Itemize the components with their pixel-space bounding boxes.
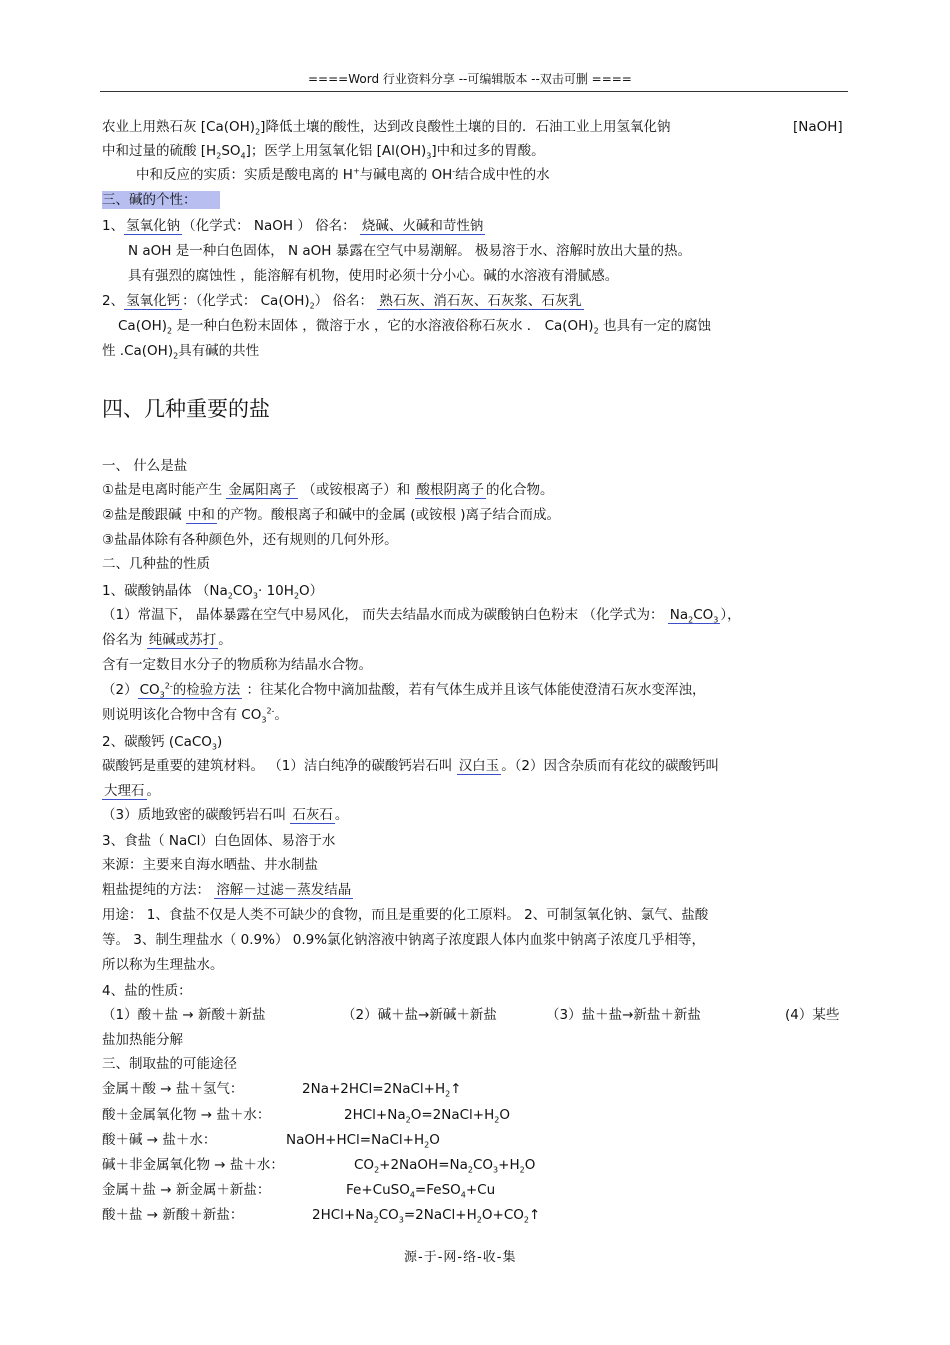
reaction-label: 金属＋酸 → 盐＋氢气： [102, 1081, 244, 1097]
text-line: ③盐晶体除有各种颜色外，还有规则的几何外形。 [102, 532, 398, 548]
text-line: （3）盐＋盐→新盐＋新盐 [546, 1007, 701, 1023]
text-line: 所以称为生理盐水。 [102, 957, 224, 973]
reaction-equation: Fe+CuSO$_4$=FeSO$_4$+Cu [346, 1182, 496, 1200]
text-line: ①盐是电离时能产生 金属阳离子 （或铵根离子）和 酸根阴离子 的化合物。 [102, 482, 554, 498]
text-line: 含有一定数目水分子的物质称为结晶水合物。 [102, 657, 372, 673]
text-line: 具有强烈的腐蚀性 ，能溶解有机物，使用时必须十分小心。碱的水溶液有滑腻感。 [128, 268, 619, 284]
text-line: 农业上用熟石灰 $[Ca(OH)_2]$降低土壤的酸性，达到改良酸性土壤的目的．石油工业上用氢氧化钠 [102, 119, 671, 137]
text-line: 来源：主要来自海水晒盐、井水制盐 [102, 857, 318, 873]
text-line: 2、 氢氧化钙 ：（化学式： $Ca(OH)_2$） 俗名： 熟石灰、消石灰、石灰浆、石灰乳 [102, 293, 582, 311]
text-line: (4）某些 [785, 1007, 840, 1023]
text-line: 一、 什么是盐 [102, 458, 188, 474]
text-line: 碳酸钙是重要的建筑材料。 （1）洁白纯净的碳酸钙岩石叫 汉白玉 。（2）因含杂质而有花纹的碳酸钙叫 [102, 758, 720, 774]
reaction-label: 酸＋金属氧化物 → 盐＋水： [102, 1107, 271, 1123]
text-line: 三、制取盐的可能途径 [102, 1056, 237, 1072]
text-line: （3）质地致密的碳酸钙岩石叫 石灰石 。 [102, 807, 349, 823]
text-line: 性 $.Ca(OH)_2$具有碱的共性 [102, 343, 260, 361]
text-line: 大理石 。 [104, 783, 160, 799]
reaction-label: 酸＋盐 → 新酸＋新盐： [102, 1207, 244, 1223]
text-line: 3、食盐（ NaCl）白色固体、易溶于水 [102, 833, 336, 849]
header-rule [100, 91, 848, 92]
text-line: [NaOH] [793, 119, 843, 135]
text-line: 二、几种盐的性质 [102, 556, 210, 572]
text-line: （1）常温下， 晶体暴露在空气中易风化， 而失去结晶水而成为碳酸钠白色粉末 （化学式为： $Na_2CO_3$ ）， [102, 607, 741, 625]
page-footer: 源-于-网-络-收-集 [404, 1250, 517, 1265]
text-line: （2） $CO_3^{2-}$的检验方法 ：往某化合物中滴加盐酸，若有气体生成并且该气体能使澄清石灰水变浑浊， [102, 681, 706, 700]
text-line: 用途： 1、食盐不仅是人类不可缺少的食物，而且是重要的化工原料。 2、可制氢氧化钠、氯气、盐酸 [102, 907, 709, 923]
text-line: $Ca(OH)_2$ 是一种白色粉末固体 ，微溶于水 ，它的水溶液俗称石灰水 ． $Ca(OH)_2$ 也具有一定的腐蚀 [118, 318, 711, 336]
text-line: （2）碱＋盐→新碱＋新盐 [342, 1007, 497, 1023]
text-line: 俗名为 纯碱或苏打 。 [102, 632, 232, 648]
page-header: ====Word 行业资料分享 --可编辑版本 --双击可删 ==== [308, 72, 632, 86]
reaction-equation: $CO_2+2NaOH=Na_2CO_3+H_2O$ [354, 1157, 536, 1175]
text-line: 中和过量的硫酸 $[H_2SO_4]$；医学上用氢氧化铝 $[Al(OH)_3]$中和过多的胃酸。 [102, 143, 545, 161]
reaction-label: 酸＋碱 → 盐＋水： [102, 1132, 217, 1148]
text-line: 则说明该化合物中含有 $CO_3^{2-}$。 [102, 706, 288, 725]
text-line: 2、碳酸钙 (CaCO$_3$) [102, 734, 223, 752]
reaction-label: 碱＋非金属氧化物 → 盐＋水： [102, 1157, 284, 1173]
reaction-label: 金属＋盐 → 新金属＋新盐： [102, 1182, 271, 1198]
text-line: 4、盐的性质： [102, 983, 192, 999]
text-line: 1、碳酸钠晶体 $(Na_2CO_3\cdot 10H_2O)$ [102, 583, 324, 601]
text-line: （1）酸＋盐 → 新酸＋新盐 [102, 1007, 266, 1023]
text-line: 等。 3、制生理盐水（ 0.9%） 0.9%氯化钠溶液中钠离子浓度跟人体内血浆中钠离子浓度几乎相等， [102, 932, 706, 948]
text-line: N aOH 是一种白色固体， N aOH 暴露在空气中易潮解。 极易溶于水、溶解时放出大量的热。 [128, 243, 692, 259]
text-line: ②盐是酸跟碱 中和 的产物。酸根离子和碱中的金属 (或铵根 )离子结合而成。 [102, 507, 561, 523]
section-heading: 三、碱的个性： [102, 191, 220, 209]
reaction-equation: $NaOH+HCl=NaCl+H_2O$ [286, 1132, 440, 1150]
reaction-equation: $2HCl+Na_2O=2NaCl+H_2O$ [344, 1107, 510, 1125]
text-line: 1、 氢氧化钠 （化学式： NaOH ） 俗名： 烧碱、火碱和苛性钠 [102, 218, 484, 234]
section-title: 四、几种重要的盐 [102, 397, 270, 421]
text-line: 中和反应的实质：实质是酸电离的 H+与碱电离的 OH-结合成中性的水 [136, 166, 550, 183]
reaction-equation: $2Na+2HCl=2NaCl+H_2↑$ [302, 1081, 462, 1099]
text-line: 盐加热能分解 [102, 1032, 183, 1048]
reaction-equation: $2HCl+Na_2CO_3=2NaCl+H_2O+CO_2↑$ [312, 1207, 541, 1225]
text-line: 粗盐提纯的方法： 溶解－过滤－蒸发结晶 [102, 882, 352, 898]
